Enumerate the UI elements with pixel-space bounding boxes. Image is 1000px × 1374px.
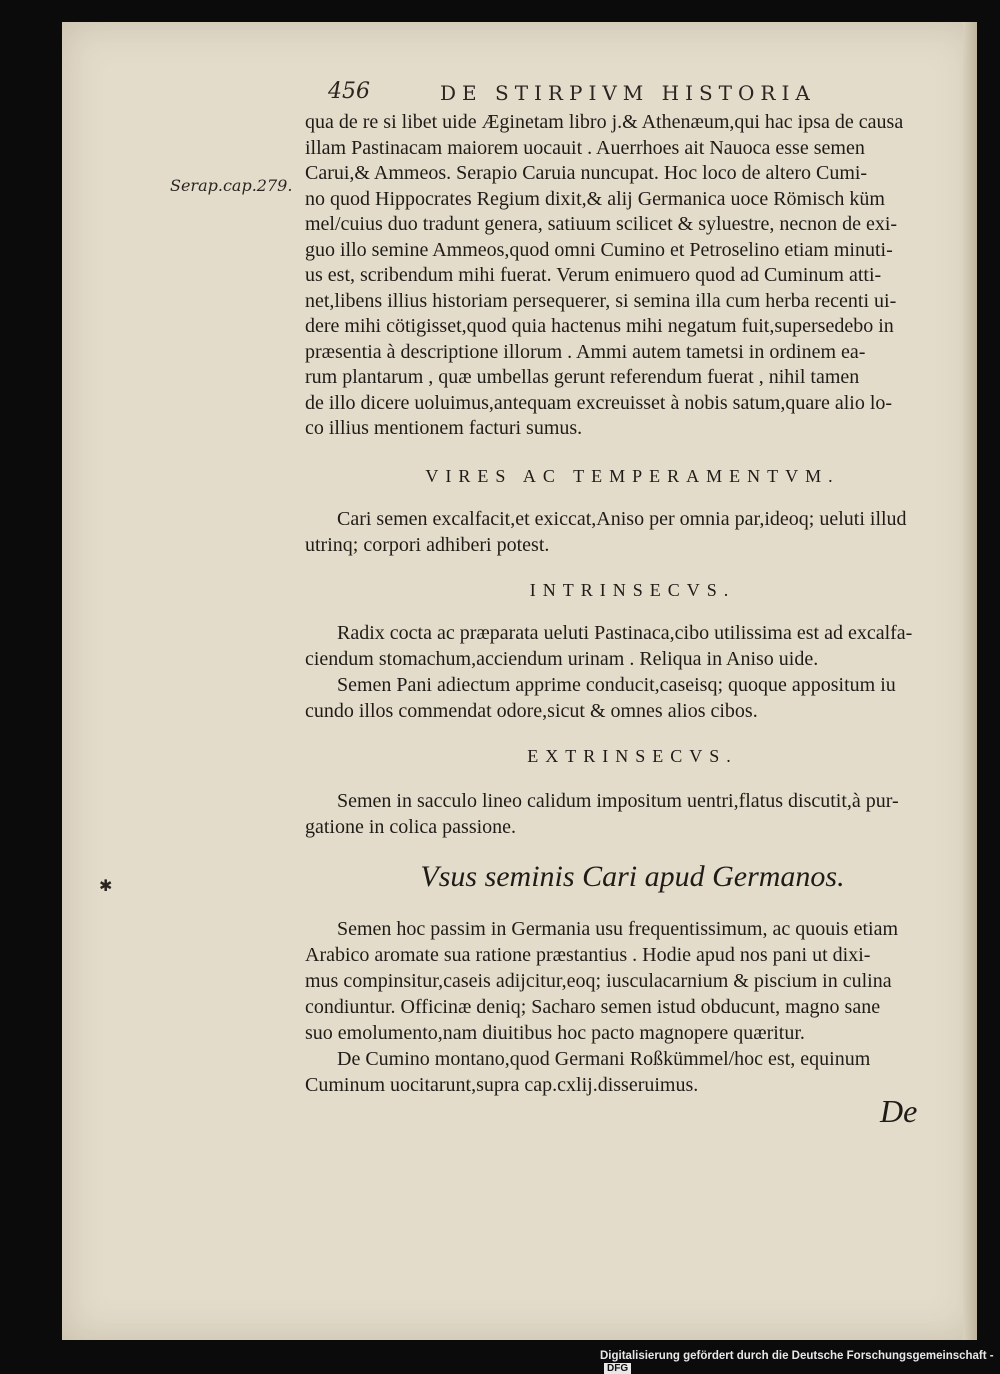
text-line: mus compinsitur,caseis adijcitur,eoq; iusculacarnium & piscium in culina bbox=[305, 970, 892, 992]
section-heading-intrinsecus: INTRINSECVS. bbox=[529, 580, 736, 600]
text-line: De Cumino montano,quod Germani Roßkümmel/hoc est, equinum bbox=[337, 1048, 871, 1070]
page-number: 456 bbox=[328, 79, 370, 104]
paragraph-usus bbox=[305, 916, 960, 1098]
text-line: gatione in colica passione. bbox=[305, 816, 517, 838]
text-line: rum plantarum , quæ umbellas gerunt referendum fuerat , nihil tamen bbox=[305, 366, 860, 388]
text-line: illam Pastinacam maiorem uocauit . Auerrhoes ait Nauoca esse semen bbox=[305, 136, 865, 159]
paragraph-intrinsecus bbox=[305, 620, 960, 724]
text-line: Semen in sacculo lineo calidum impositum uentri,flatus discutit,à pur- bbox=[337, 790, 899, 812]
page-edge bbox=[963, 22, 977, 1340]
text-line: cundo illos commendat odore,sicut & omnes alios cibos. bbox=[305, 700, 758, 722]
dfg-logo: DFG bbox=[604, 1363, 631, 1374]
text-line: suo emolumento,nam diuitibus hoc pacto magnopere quæritur. bbox=[305, 1022, 805, 1044]
text-line: net,libens illius historiam persequerer, si semina illa cum herba recenti ui- bbox=[305, 289, 897, 312]
text-line: co illius mentionem facturi sumus. bbox=[305, 417, 583, 439]
text-line: Cuminum uocitarunt,supra cap.cxlij.disseruimus. bbox=[305, 1074, 699, 1096]
text-line: mel/cuius duo tradunt genera, satiuum scilicet & syluestre, necnon de exi- bbox=[305, 213, 898, 235]
text-line: Semen Pani adiectum apprime conducit,caseisq; quoque appositum iu bbox=[337, 674, 896, 696]
text-line: præsentia à descriptione illorum . Ammi autem tametsi in ordinem ea- bbox=[305, 340, 866, 363]
text-line: condiuntur. Officinæ deniq; Sacharo semen istud obducunt, magno sane bbox=[305, 996, 881, 1018]
intro-paragraph bbox=[305, 110, 960, 442]
text-line: no quod Hippocrates Regium dixit,& alij Germanica uoce Römisch küm bbox=[305, 187, 885, 210]
catchword: De bbox=[880, 1093, 918, 1129]
text-line: Carui,& Ammeos. Serapio Caruia nuncupat. Hoc loco de altero Cumi- bbox=[305, 162, 868, 184]
section-heading-vires: VIRES AC TEMPERAMENTVM. bbox=[425, 466, 840, 486]
page-header bbox=[328, 79, 848, 109]
paragraph-vires bbox=[305, 506, 960, 558]
margin-mark: ✱ bbox=[99, 876, 113, 895]
text-line: us est, scribendum mihi fuerat. Verum enimuero quod ad Cuminum atti- bbox=[305, 264, 882, 286]
text-line: qua de re si libet uide Æginetam libro j.& Athenæum,qui hac ipsa de causa bbox=[305, 111, 904, 133]
section-heading-usus: Vsus seminis Cari apud Germanos. bbox=[420, 860, 845, 893]
digitization-footer bbox=[600, 1350, 1000, 1374]
text-line: guo illo semine Ammeos,quod omni Cumino et Petroselino etiam minuti- bbox=[305, 238, 893, 261]
section-heading-extrinsecus: EXTRINSECVS. bbox=[527, 746, 738, 766]
text-line: Semen hoc passim in Germania usu frequentissimum, ac quouis etiam bbox=[337, 918, 898, 940]
text-line: de illo dicere uoluimus,antequam excreuisset à nobis satum,quare alio lo- bbox=[305, 391, 893, 414]
paragraph-extrinsecus bbox=[305, 788, 960, 840]
text-line: ciendum stomachum,acciendum urinam . Reliqua in Aniso uide. bbox=[305, 648, 819, 670]
text-line: utrinq; corpori adhiberi potest. bbox=[305, 534, 550, 556]
margin-note: Serap.cap.279. bbox=[170, 176, 293, 195]
running-title: DE STIRPIVM HISTORIA bbox=[440, 81, 816, 105]
text-line: Radix cocta ac præparata ueluti Pastinaca,cibo utilissima est ad excalfa- bbox=[337, 622, 913, 644]
text-line: Cari semen excalfacit,et exiccat,Aniso per omnia par,ideoq; ueluti illud bbox=[337, 508, 907, 530]
text-line: dere mihi cötigisset,quod quia hactenus mihi negatum fuit,supersedebo in bbox=[305, 315, 894, 337]
footer-text: Digitalisierung gefördert durch die Deutsche Forschungsgemeinschaft - bbox=[600, 1350, 994, 1362]
text-line: Arabico aromate sua ratione præstantius . Hodie apud nos pani ut dixi- bbox=[305, 944, 871, 966]
